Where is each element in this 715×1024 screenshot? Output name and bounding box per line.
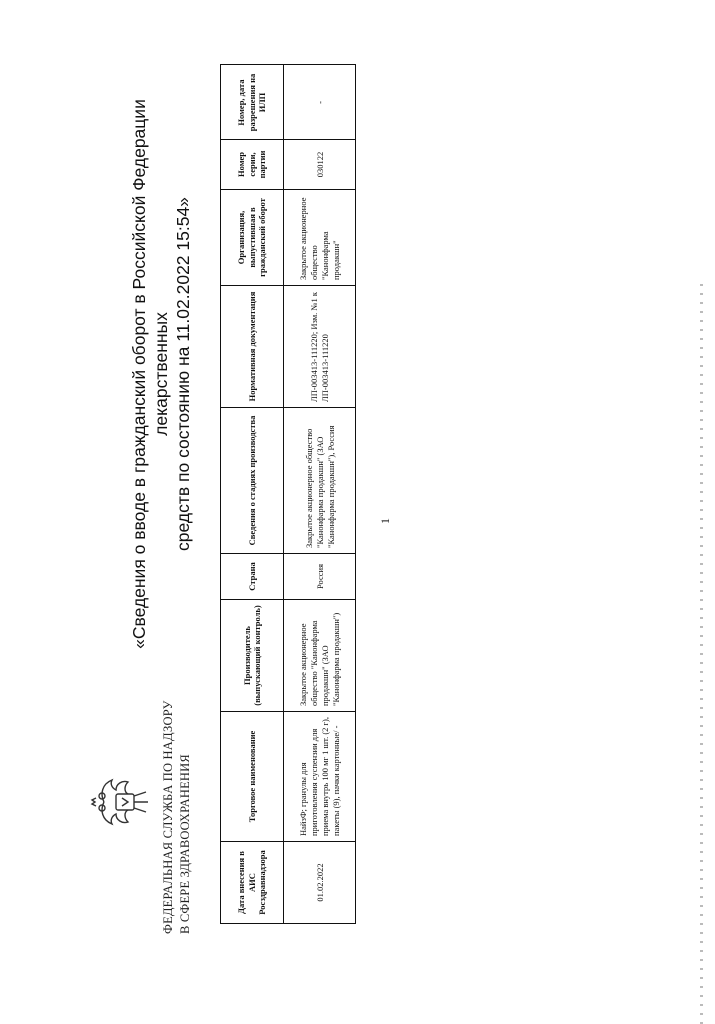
- header-trade-name: Торговое наименование: [221, 711, 283, 841]
- cell-organization: Закрытое акционерное общество "Канонфарма продакшн": [284, 189, 356, 285]
- document-title: [128, 64, 194, 684]
- header-permit: Номер, дата разрешения на ИЛП: [236, 73, 268, 132]
- document-title-line-1: «Сведения о вводе в гражданский оборот в Российской Федерации лекарственных: [129, 99, 171, 649]
- cell-date: 01.02.2022: [284, 841, 356, 923]
- page-number: 1: [378, 518, 392, 524]
- header-organization: Организация, выпустившая в гражданский оборот: [221, 189, 283, 285]
- agency-header: [90, 700, 210, 934]
- cell-production-stages: Закрытое акционерное общество "Канонфарма продакшн" (ЗАО "Канонфарма продакшн"), Россия: [284, 407, 356, 553]
- header-documentation: Нормативная документация: [221, 285, 283, 407]
- double-headed-eagle-emblem-icon: [90, 770, 154, 834]
- document-title-line-2: средств по состоянию на 11.02.2022 15:54»: [173, 197, 193, 551]
- header-manufacturer: Производитель (выпускающий контроль): [221, 599, 283, 711]
- table-header-row: [221, 65, 283, 923]
- scan-artifact-divider: [700, 284, 703, 1024]
- header-production-stages: Сведения о стадиях производства: [221, 407, 283, 553]
- header-country: Страна: [221, 553, 283, 599]
- agency-name-line-1: ФЕДЕРАЛЬНАЯ СЛУЖБА ПО НАДЗОРУ: [161, 700, 175, 934]
- agency-name: [160, 694, 194, 934]
- cell-trade-name: НайзФ; гранулы для приготовления суспензии для приема внутрь 100 мг 1 шт. (2 г), пакеты (9), пачки картонные/ -: [284, 711, 356, 841]
- cell-permit: -: [314, 101, 325, 104]
- medication-table: [220, 64, 356, 924]
- header-series: Номер серии, партии: [221, 139, 283, 189]
- header-date: Дата внесения в АИС Росздравнадзора: [221, 841, 283, 923]
- cell-series: 030122: [284, 139, 356, 189]
- cell-manufacturer: Закрытое акционерное общество "Канонфарма продакшн" (ЗАО "Канонфарма продакшн"): [284, 599, 356, 711]
- table-row: [283, 65, 356, 923]
- cell-documentation: ЛП-003413-111220; Изм. №1 к ЛП-003413-111220: [284, 285, 356, 407]
- cell-country: Россия: [284, 553, 356, 599]
- agency-name-line-2: В СФЕРЕ ЗДРАВООХРАНЕНИЯ: [178, 754, 192, 934]
